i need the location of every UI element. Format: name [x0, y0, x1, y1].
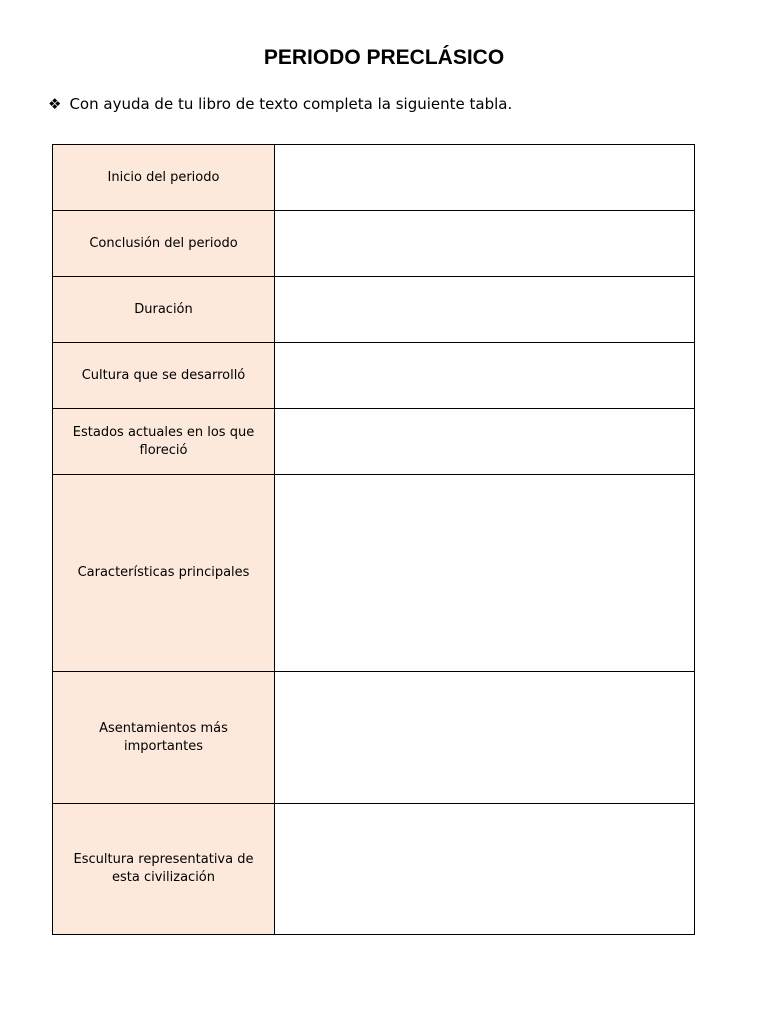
answer-cell[interactable]	[275, 145, 695, 211]
answer-cell[interactable]	[275, 409, 695, 475]
table-row	[53, 475, 695, 672]
table-row	[53, 672, 695, 804]
row-label: Estados actuales en los que floreció	[53, 409, 275, 475]
row-label: Asentamientos más importantes	[53, 672, 275, 804]
row-label: Escultura representativa de esta civilización	[53, 804, 275, 935]
answer-cell[interactable]	[275, 277, 695, 343]
table-row	[53, 145, 695, 211]
row-label: Duración	[53, 277, 275, 343]
page-title: PERIODO PRECLÁSICO	[263, 46, 505, 69]
answer-cell[interactable]	[275, 211, 695, 277]
row-label: Inicio del periodo	[53, 145, 275, 211]
table-row	[53, 409, 695, 475]
table-row	[53, 211, 695, 277]
answer-cell[interactable]	[275, 475, 695, 672]
table-row	[53, 277, 695, 343]
row-label: Cultura que se desarrolló	[53, 343, 275, 409]
worksheet-table	[52, 144, 695, 935]
instruction-text: Con ayuda de tu libro de texto completa la siguiente tabla.	[69, 95, 513, 113]
answer-cell[interactable]	[275, 343, 695, 409]
row-label: Conclusión del periodo	[53, 211, 275, 277]
table-row	[53, 343, 695, 409]
table-row	[53, 804, 695, 935]
answer-cell[interactable]	[275, 672, 695, 804]
instruction	[48, 95, 512, 113]
row-label: Características principales	[53, 475, 275, 672]
diamond-bullet-icon: ❖	[48, 95, 62, 113]
answer-cell[interactable]	[275, 804, 695, 935]
